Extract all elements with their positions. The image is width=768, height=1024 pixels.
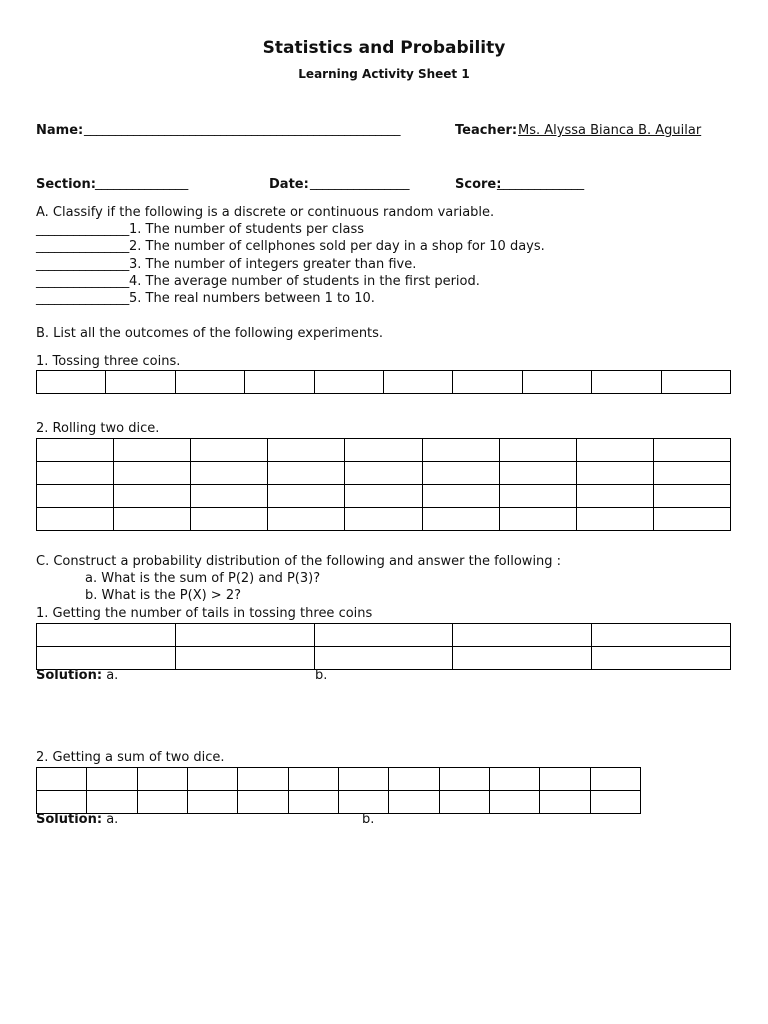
section-label: Section: <box>36 177 96 192</box>
part-c-instruction: C. Construct a probability distribution of the following and answer the following : <box>36 554 562 569</box>
answer-cell[interactable] <box>389 768 439 791</box>
answer-cell[interactable] <box>540 768 590 791</box>
answer-cell[interactable] <box>345 508 422 531</box>
solution-a: a. <box>106 668 119 683</box>
answer-cell[interactable] <box>345 439 422 462</box>
answer-cell[interactable] <box>288 791 338 814</box>
table-row <box>37 624 731 647</box>
answer-cell[interactable] <box>191 508 268 531</box>
answer-cell[interactable] <box>653 462 730 485</box>
answer-cell[interactable] <box>106 371 175 394</box>
tails-distribution-table <box>36 623 731 670</box>
answer-cell[interactable] <box>499 485 576 508</box>
answer-cell[interactable] <box>268 439 345 462</box>
answer-cell[interactable] <box>661 371 730 394</box>
name-label: Name: <box>36 123 84 138</box>
answer-cell[interactable] <box>87 768 137 791</box>
table-row <box>37 647 731 670</box>
answer-cell[interactable] <box>576 462 653 485</box>
answer-cell[interactable] <box>191 485 268 508</box>
part-a-item <box>36 257 416 272</box>
answer-cell[interactable] <box>114 508 191 531</box>
answer-cell[interactable] <box>422 462 499 485</box>
answer-cell[interactable] <box>187 768 237 791</box>
answer-cell[interactable] <box>187 791 237 814</box>
teacher-label: Teacher: <box>455 123 518 138</box>
answer-cell[interactable] <box>137 791 187 814</box>
part-b-question-2: 2. Rolling two dice. <box>36 421 160 436</box>
answer-cell[interactable] <box>37 485 114 508</box>
item-text: 2. The number of cellphones sold per day in a shop for 10 days. <box>129 239 545 254</box>
part-b-question-1: 1. Tossing three coins. <box>36 354 181 369</box>
solution-label: Solution: <box>36 812 103 827</box>
answer-cell[interactable] <box>576 439 653 462</box>
part-a-item <box>36 239 545 254</box>
answer-cell[interactable] <box>87 791 137 814</box>
answer-cell[interactable] <box>314 371 383 394</box>
answer-cell[interactable] <box>453 647 592 670</box>
answer-cell[interactable] <box>338 768 388 791</box>
answer-cell[interactable] <box>191 439 268 462</box>
item-text: 5. The real numbers between 1 to 10. <box>129 291 375 306</box>
answer-cell[interactable] <box>345 462 422 485</box>
answer-cell[interactable] <box>114 439 191 462</box>
page-subtitle: Learning Activity Sheet 1 <box>298 67 470 81</box>
table-row <box>37 439 731 462</box>
page-title: Statistics and Probability <box>262 38 506 58</box>
answer-cell[interactable] <box>37 768 87 791</box>
answer-blank[interactable]: _______________ <box>36 257 130 272</box>
answer-cell[interactable] <box>499 439 576 462</box>
solution-b: b. <box>362 812 375 827</box>
score-blank[interactable]: ______________ <box>497 176 584 191</box>
date-label: Date: <box>269 177 309 192</box>
teacher-name: Ms. Alyssa Bianca B. Aguilar <box>518 123 702 138</box>
answer-blank[interactable]: _______________ <box>36 274 130 289</box>
answer-cell[interactable] <box>499 508 576 531</box>
part-a-item <box>36 222 364 237</box>
answer-cell[interactable] <box>383 371 452 394</box>
part-c-sub-a: a. What is the sum of P(2) and P(3)? <box>85 571 321 586</box>
answer-cell[interactable] <box>114 462 191 485</box>
solution-row-1 <box>36 668 118 683</box>
solution-b: b. <box>315 668 328 683</box>
answer-cell[interactable] <box>268 485 345 508</box>
answer-cell[interactable] <box>268 508 345 531</box>
part-c-sub-b: b. What is the P(X) > 2? <box>85 588 242 603</box>
dice-outcomes-table <box>36 438 731 531</box>
answer-cell[interactable] <box>37 439 114 462</box>
answer-cell[interactable] <box>238 791 288 814</box>
answer-cell[interactable] <box>422 439 499 462</box>
answer-cell[interactable] <box>37 508 114 531</box>
answer-cell[interactable] <box>522 371 591 394</box>
part-a-item <box>36 291 375 306</box>
dice-sum-distribution-table <box>36 767 641 814</box>
answer-cell[interactable] <box>653 485 730 508</box>
item-text: 1. The number of students per class <box>129 222 364 237</box>
solution-a: a. <box>106 812 119 827</box>
part-a-item <box>36 274 480 289</box>
table-row <box>37 791 641 814</box>
answer-cell[interactable] <box>422 508 499 531</box>
answer-cell[interactable] <box>489 768 539 791</box>
solution-row-2 <box>36 812 118 827</box>
answer-blank[interactable]: _______________ <box>36 239 130 254</box>
answer-cell[interactable] <box>175 624 314 647</box>
answer-cell[interactable] <box>453 371 522 394</box>
table-row <box>37 485 731 508</box>
coin-outcomes-table <box>36 370 731 394</box>
answer-cell[interactable] <box>576 508 653 531</box>
answer-cell[interactable] <box>345 485 422 508</box>
part-c-question-2: 2. Getting a sum of two dice. <box>36 750 225 765</box>
answer-cell[interactable] <box>653 439 730 462</box>
answer-cell[interactable] <box>338 791 388 814</box>
answer-cell[interactable] <box>422 485 499 508</box>
answer-cell[interactable] <box>453 624 592 647</box>
answer-cell[interactable] <box>592 624 731 647</box>
answer-cell[interactable] <box>590 791 640 814</box>
answer-cell[interactable] <box>499 462 576 485</box>
answer-blank[interactable]: _______________ <box>36 222 130 237</box>
answer-cell[interactable] <box>37 462 114 485</box>
answer-cell[interactable] <box>590 768 640 791</box>
answer-cell[interactable] <box>439 791 489 814</box>
answer-cell[interactable] <box>314 624 453 647</box>
table-row <box>37 371 731 394</box>
part-b-instruction: B. List all the outcomes of the following experiments. <box>36 326 384 341</box>
answer-cell[interactable] <box>37 647 176 670</box>
answer-cell[interactable] <box>489 791 539 814</box>
answer-cell[interactable] <box>37 791 87 814</box>
answer-cell[interactable] <box>389 791 439 814</box>
section-blank[interactable]: _______________ <box>95 176 189 191</box>
answer-blank[interactable]: _______________ <box>36 291 130 306</box>
part-c-question-1: 1. Getting the number of tails in tossing three coins <box>36 606 373 621</box>
table-row <box>37 768 641 791</box>
part-a-instruction: A. Classify if the following is a discrete or continuous random variable. <box>36 205 495 220</box>
answer-cell[interactable] <box>576 485 653 508</box>
answer-cell[interactable] <box>592 371 661 394</box>
answer-cell[interactable] <box>439 768 489 791</box>
name-blank[interactable]: ___________________________________________________ <box>84 122 401 137</box>
date-blank[interactable]: ________________ <box>310 176 410 191</box>
answer-cell[interactable] <box>37 371 106 394</box>
answer-cell[interactable] <box>653 508 730 531</box>
answer-cell[interactable] <box>137 768 187 791</box>
answer-cell[interactable] <box>238 768 288 791</box>
table-row <box>37 508 731 531</box>
answer-cell[interactable] <box>268 462 345 485</box>
answer-cell[interactable] <box>592 647 731 670</box>
table-row <box>37 462 731 485</box>
answer-cell[interactable] <box>175 371 244 394</box>
answer-cell[interactable] <box>175 647 314 670</box>
answer-cell[interactable] <box>314 647 453 670</box>
answer-cell[interactable] <box>37 624 176 647</box>
answer-cell[interactable] <box>114 485 191 508</box>
answer-cell[interactable] <box>245 371 314 394</box>
item-text: 3. The number of integers greater than five. <box>129 257 417 272</box>
solution-label: Solution: <box>36 668 103 683</box>
answer-cell[interactable] <box>540 791 590 814</box>
score-label: Score: <box>455 177 502 192</box>
item-text: 4. The average number of students in the first period. <box>129 274 480 289</box>
answer-cell[interactable] <box>191 462 268 485</box>
answer-cell[interactable] <box>288 768 338 791</box>
